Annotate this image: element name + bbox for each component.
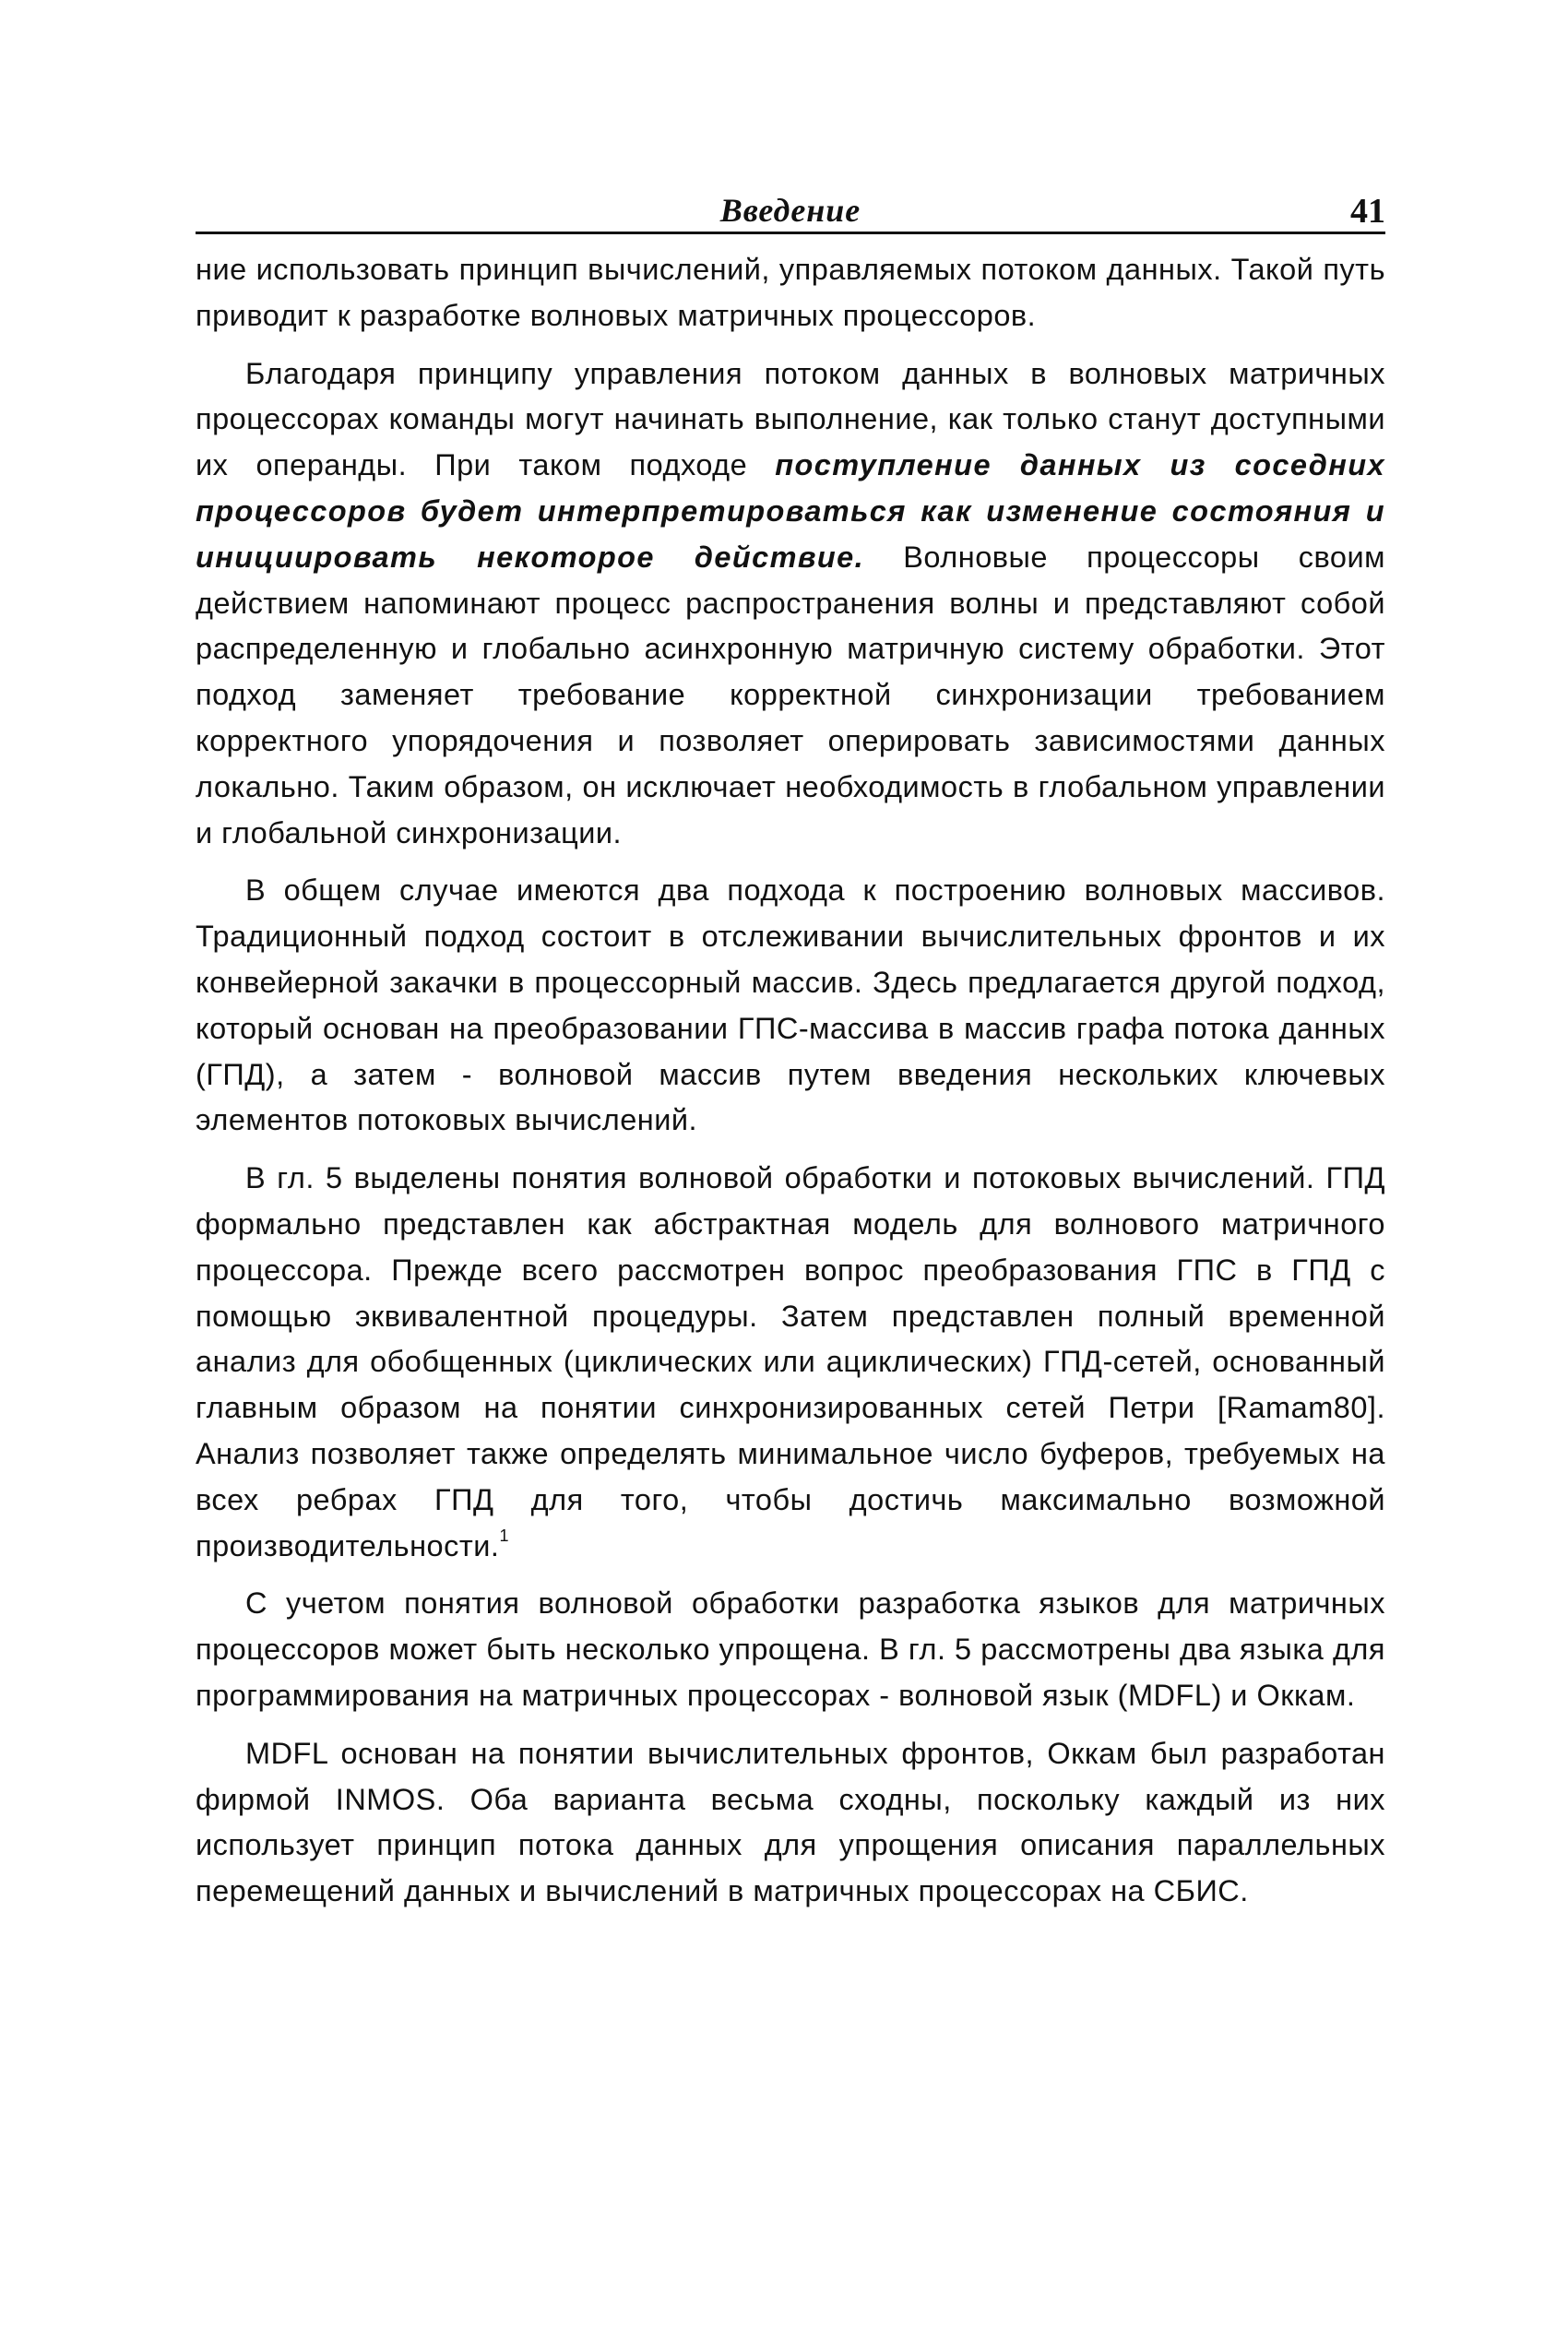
footnote-mark: 1	[499, 1526, 509, 1545]
paragraph-languages	[196, 1581, 1385, 1718]
body-text	[196, 247, 1385, 1915]
paragraph-text: ние использовать принцип вычислений, управляемых потоком данных. Такой путь приводит к разработке волновых матричных процессоров.	[196, 253, 1385, 332]
paragraph-wave-processing	[196, 351, 1385, 857]
book-page	[196, 189, 1385, 1915]
paragraph-mdfl-occam	[196, 1731, 1385, 1915]
running-header	[196, 189, 1385, 234]
paragraph-text: В гл. 5 выделены понятия волновой обработки и потоковых вычислений. ГПД формально представлен как абстрактная модель для волнового матричного процессора. Прежде всего рассмотрен вопрос преобразования ГПС в ГПД с помощью эквивалентной процедуры. Затем представлен полный временной анализ для обобщенных (циклических или ациклических) ГПД-сетей, основанный главным образом на понятии синхронизированных сетей Петри [Ramam80]. Анализ позволяет также определять минимальное число буферов, требуемых на всех ребрах ГПД для того, чтобы достичь максимально возможной производительности.	[196, 1161, 1385, 1562]
paragraph-continuation	[196, 247, 1385, 339]
paragraph-text: В общем случае имеются два подхода к построению волновых массивов. Традиционный подход состоит в отслеживании вычислительных фронтов и их конвейерной закачки в процессорный массив. Здесь предлагается другой подход, который основан на преобразовании ГПС-массива в массив графа потока данных (ГПД), а затем - волновой массив путем введения нескольких ключевых элементов потоковых вычислений.	[196, 873, 1385, 1137]
paragraph-text: С учетом понятия волновой обработки разработка языков для матричных процессоров может быть несколько упрощена. В гл. 5 рассмотрены два языка для программирования на матричных процессорах - волновой язык (MDFL) и Оккам.	[196, 1586, 1385, 1712]
paragraph-text-before: Благодаря принципу управления потоком данных в волновых матричных процессорах команды могут начинать выполнение, как только станут доступными их операнды. При таком подходе	[196, 356, 1385, 482]
paragraph-approaches	[196, 868, 1385, 1144]
chapter-title: Введение	[719, 192, 861, 229]
paragraph-chapter-5	[196, 1156, 1385, 1569]
paragraph-text-after: Волновые процессоры своим действием напоминают процесс распространения волны и представляют собой распределенную и глобально асинхронную матричную систему обработки. Этот подход заменяет требование корректной синхронизации требованием корректного упорядочения и позволяет оперировать зависимостями данных локально. Таким образом, он исключает необходимость в глобальном управлении и глобальной синхронизации.	[196, 540, 1386, 849]
paragraph-text: MDFL основан на понятии вычислительных фронтов, Оккам был разработан фирмой INMOS. Оба варианта весьма сходны, поскольку каждый из них использует принцип потока данных для упрощения описания параллельных перемещений данных и вычислений в матричных процессорах на СБИС.	[196, 1736, 1385, 1908]
page-number: 41	[1350, 192, 1385, 231]
emphasized-text: поступление данных из соседних процессоров будет интерпретироваться как изменение состояния и инициировать некоторое действие.	[196, 448, 1385, 574]
